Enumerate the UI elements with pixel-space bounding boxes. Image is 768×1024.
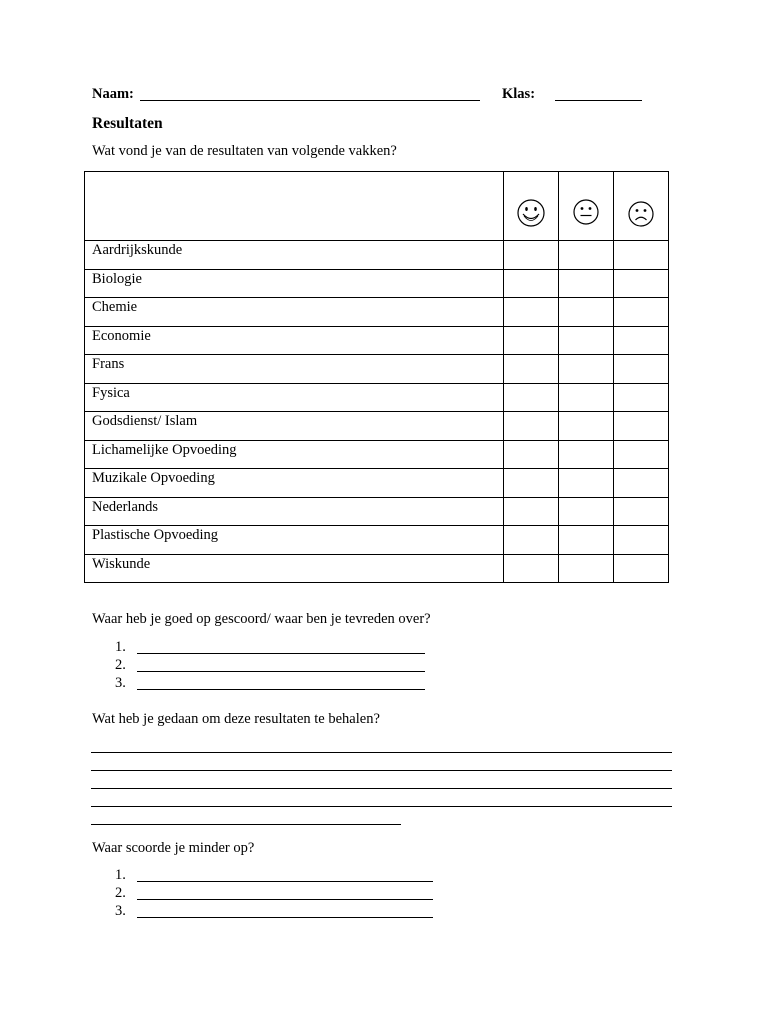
subject-label: Lichamelijke Opvoeding bbox=[92, 441, 237, 458]
subject-cell bbox=[85, 497, 504, 526]
rating-sad-cell[interactable] bbox=[614, 269, 669, 298]
table-row bbox=[85, 298, 669, 327]
smiley-sad-icon bbox=[627, 200, 655, 228]
rating-happy-cell[interactable] bbox=[504, 355, 559, 384]
subject-cell bbox=[85, 526, 504, 555]
subject-label: Muzikale Opvoeding bbox=[92, 470, 215, 486]
rating-neutral-cell[interactable] bbox=[559, 497, 614, 526]
subject-label: Chemie bbox=[92, 299, 138, 315]
rating-neutral-cell[interactable] bbox=[559, 269, 614, 298]
subject-cell bbox=[85, 241, 504, 270]
rating-happy-cell[interactable] bbox=[504, 241, 559, 270]
answer-line[interactable] bbox=[91, 770, 672, 771]
rating-happy-cell[interactable] bbox=[504, 383, 559, 412]
table-row bbox=[85, 526, 669, 555]
rating-neutral-cell[interactable] bbox=[559, 383, 614, 412]
answer-line[interactable] bbox=[91, 752, 672, 753]
table-row bbox=[85, 326, 669, 355]
rating-sad-cell[interactable] bbox=[614, 298, 669, 327]
rating-sad-cell[interactable] bbox=[614, 326, 669, 355]
table-row bbox=[85, 469, 669, 498]
rating-neutral-cell[interactable] bbox=[559, 554, 614, 583]
header-happy-cell bbox=[504, 172, 559, 241]
rating-sad-cell[interactable] bbox=[614, 383, 669, 412]
rating-neutral-cell[interactable] bbox=[559, 298, 614, 327]
section-heading: Resultaten bbox=[92, 115, 163, 132]
rating-happy-cell[interactable] bbox=[504, 412, 559, 441]
klas-label: Klas: bbox=[502, 86, 536, 102]
results-table bbox=[84, 171, 669, 583]
rating-happy-cell[interactable] bbox=[504, 469, 559, 498]
subject-cell bbox=[85, 269, 504, 298]
subject-label: Wiskunde bbox=[92, 555, 151, 572]
rating-sad-cell[interactable] bbox=[614, 412, 669, 441]
subject-label: Plastische Opvoeding bbox=[92, 527, 219, 543]
table-row bbox=[85, 497, 669, 526]
rating-neutral-cell[interactable] bbox=[559, 412, 614, 441]
rating-sad-cell[interactable] bbox=[614, 440, 669, 469]
subject-cell bbox=[85, 355, 504, 384]
subject-label: Biologie bbox=[92, 270, 142, 287]
list-number: 1. bbox=[115, 867, 126, 883]
rating-sad-cell[interactable] bbox=[614, 469, 669, 498]
answer-field[interactable] bbox=[137, 658, 425, 672]
table-row bbox=[85, 383, 669, 412]
subject-label: Economie bbox=[92, 327, 151, 344]
rating-neutral-cell[interactable] bbox=[559, 241, 614, 270]
rating-happy-cell[interactable] bbox=[504, 554, 559, 583]
subject-cell bbox=[85, 469, 504, 498]
answer-line[interactable] bbox=[91, 788, 672, 789]
klas-field[interactable] bbox=[555, 87, 642, 101]
subject-cell bbox=[85, 383, 504, 412]
list-number: 3. bbox=[115, 903, 126, 919]
rating-neutral-cell[interactable] bbox=[559, 526, 614, 555]
header-sad-cell bbox=[614, 172, 669, 241]
rating-neutral-cell[interactable] bbox=[559, 355, 614, 384]
question-2: Wat heb je gedaan om deze resultaten te behalen? bbox=[92, 711, 380, 727]
question-1: Waar heb je goed op gescoord/ waar ben je tevreden over? bbox=[92, 611, 431, 627]
list-number: 2. bbox=[115, 885, 126, 901]
list-number: 1. bbox=[115, 639, 126, 655]
rating-happy-cell[interactable] bbox=[504, 326, 559, 355]
rating-neutral-cell[interactable] bbox=[559, 326, 614, 355]
subject-label: Godsdienst/ Islam bbox=[92, 413, 198, 429]
subject-label: Nederlands bbox=[92, 498, 159, 515]
list-number: 2. bbox=[115, 657, 126, 673]
subject-cell bbox=[85, 440, 504, 469]
answer-field[interactable] bbox=[137, 640, 425, 654]
subject-cell bbox=[85, 412, 504, 441]
subject-cell bbox=[85, 554, 504, 583]
table-row bbox=[85, 269, 669, 298]
subject-label: Aardrijkskunde bbox=[92, 242, 183, 258]
subject-label: Frans bbox=[92, 356, 125, 372]
table-row bbox=[85, 355, 669, 384]
answer-line[interactable] bbox=[91, 824, 401, 825]
table-row bbox=[85, 440, 669, 469]
answer-field[interactable] bbox=[137, 676, 425, 690]
answer-line[interactable] bbox=[91, 806, 672, 807]
rating-sad-cell[interactable] bbox=[614, 355, 669, 384]
answer-field[interactable] bbox=[137, 904, 433, 918]
table-row bbox=[85, 554, 669, 583]
subject-cell bbox=[85, 326, 504, 355]
naam-field[interactable] bbox=[140, 87, 480, 101]
intro-text: Wat vond je van de resultaten van volgende vakken? bbox=[92, 143, 397, 159]
subject-cell bbox=[85, 298, 504, 327]
rating-sad-cell[interactable] bbox=[614, 526, 669, 555]
subject-label: Fysica bbox=[92, 384, 130, 401]
rating-happy-cell[interactable] bbox=[504, 497, 559, 526]
rating-sad-cell[interactable] bbox=[614, 554, 669, 583]
table-header-row bbox=[85, 172, 669, 241]
list-number: 3. bbox=[115, 675, 126, 691]
rating-happy-cell[interactable] bbox=[504, 298, 559, 327]
rating-happy-cell[interactable] bbox=[504, 440, 559, 469]
naam-label: Naam: bbox=[92, 86, 134, 102]
rating-happy-cell[interactable] bbox=[504, 269, 559, 298]
smiley-neutral-icon bbox=[572, 198, 600, 226]
answer-field[interactable] bbox=[137, 886, 433, 900]
table-row bbox=[85, 412, 669, 441]
table-row bbox=[85, 241, 669, 270]
rating-sad-cell[interactable] bbox=[614, 497, 669, 526]
header-neutral-cell bbox=[559, 172, 614, 241]
rating-neutral-cell[interactable] bbox=[559, 440, 614, 469]
answer-field[interactable] bbox=[137, 868, 433, 882]
header-empty-cell bbox=[85, 172, 504, 241]
smiley-happy-icon bbox=[516, 198, 546, 228]
rating-sad-cell[interactable] bbox=[614, 241, 669, 270]
rating-neutral-cell[interactable] bbox=[559, 469, 614, 498]
header-row bbox=[92, 86, 672, 106]
question-3: Waar scoorde je minder op? bbox=[92, 840, 255, 856]
rating-happy-cell[interactable] bbox=[504, 526, 559, 555]
